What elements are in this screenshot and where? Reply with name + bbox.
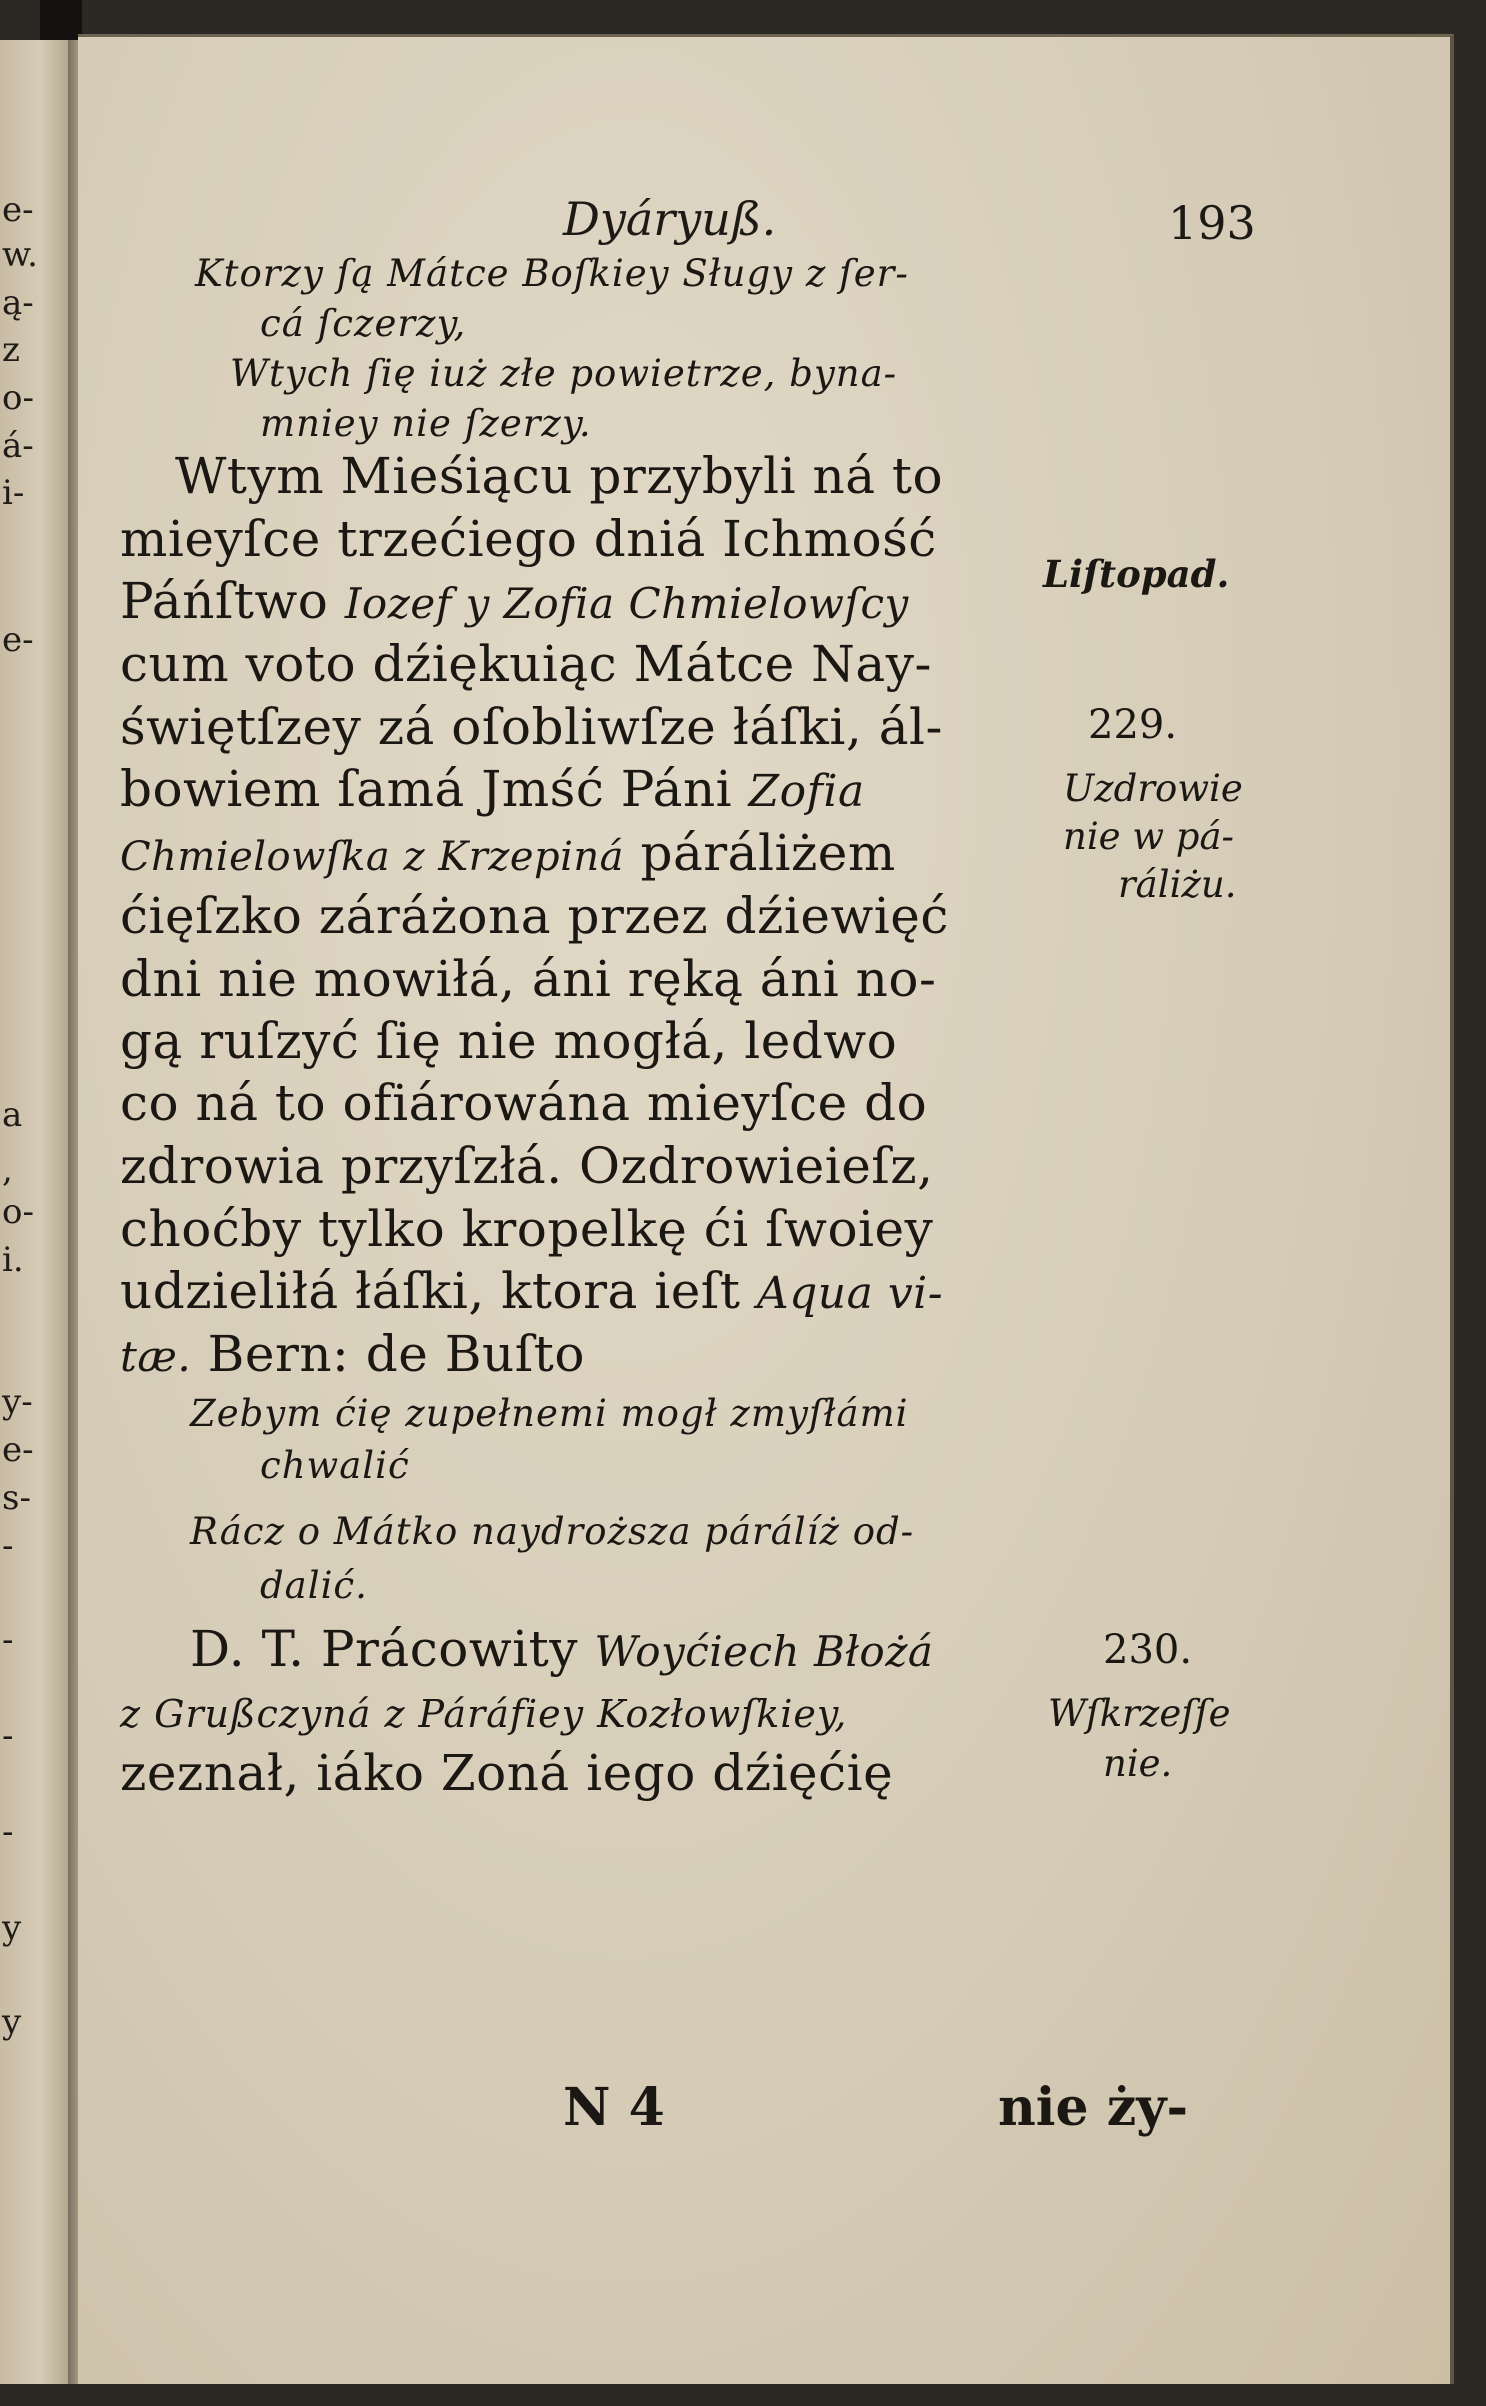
citation: Bern: de Buſto: [207, 1325, 585, 1383]
prose-text: bowiem ſamá Jmść Páni: [120, 760, 733, 818]
verse-line: z Grußczyná z Páráfiey Kozłowſkiey,: [120, 1692, 848, 1736]
adjacent-fragment: á-: [2, 426, 34, 466]
verse-line: Zebym ćię zupełnemi mogł zmyſłámi: [190, 1392, 909, 1435]
prose-line: Wtym Mieśiącu przybyli ná to: [175, 447, 944, 505]
adjacent-fragment: i-: [2, 473, 25, 513]
adjacent-fragment: o-: [2, 1192, 34, 1232]
latin-phrase: Aqua vi-: [756, 1268, 944, 1319]
margin-entry-title: nie.: [1103, 1742, 1173, 1785]
adjacent-fragment: ,: [2, 1150, 13, 1190]
adjacent-page-text: [0, 40, 68, 2406]
adjacent-fragment: -: [2, 1526, 14, 1566]
verse-line: Wtych ſię iuż złe powietrze, byna-: [230, 352, 898, 395]
prose-line: [190, 1620, 933, 1678]
adjacent-fragment: -: [2, 1620, 14, 1660]
prose-line: zeznał, iáko Zoná iego dźięćię: [120, 1744, 894, 1802]
prose-line: cum voto dźiękuiąc Mátce Nay-: [120, 635, 932, 693]
margin-entry-title: Uzdrowie: [1063, 767, 1243, 810]
margin-entry-title: ráliżu.: [1118, 863, 1237, 906]
adjacent-fragment: o-: [2, 378, 34, 418]
adjacent-fragment: y: [2, 2002, 22, 2042]
adjacent-page-edge: [0, 40, 71, 2406]
prose-line: świętſzey zá oſobliwſze łáſki, ál-: [120, 698, 943, 756]
adjacent-fragment: e-: [2, 1430, 34, 1470]
margin-month: Liſtopad.: [1043, 552, 1230, 596]
adjacent-fragment: z: [2, 330, 20, 370]
prose-line: mieyſce trzećiego dniá Ichmość: [120, 510, 937, 568]
prose-line: dni nie mowiłá, áni ręką áni no-: [120, 950, 937, 1008]
adjacent-fragment: e-: [2, 190, 34, 230]
running-head: Dyáryuß.: [563, 192, 777, 246]
prose-line: [120, 1325, 585, 1383]
adjacent-fragment: a: [2, 1095, 23, 1135]
adjacent-fragment: i.: [2, 1240, 24, 1280]
prose-text: udzieliłá łáſki, ktora ieſt: [120, 1262, 741, 1320]
page-number: 193: [1168, 196, 1256, 250]
verse-line: Ktorzy ſą Mátce Boſkiey Sługy z ſer-: [195, 252, 909, 295]
adjacent-fragment: ą-: [2, 283, 34, 323]
person-name: Woyćiech Błożá: [594, 1627, 934, 1676]
margin-entry-number: 230.: [1103, 1627, 1193, 1673]
adjacent-fragment: -: [2, 1716, 14, 1756]
margin-entry-title: Wſkrzeſſe: [1048, 1692, 1231, 1735]
prose-line: choćby tylko kropelkę ći ſwoiey: [120, 1200, 934, 1258]
adjacent-fragment: s-: [2, 1478, 31, 1518]
verse-line: dalić.: [260, 1564, 368, 1607]
verse-line: Rácz o Mátko naydroższa párálíż od-: [190, 1510, 915, 1553]
prose-line: gą ruſzyć ſię nie mogłá, ledwo: [120, 1012, 898, 1070]
adjacent-fragment: -: [2, 1812, 14, 1852]
verse-line: mniey nie ſzerzy.: [260, 402, 592, 445]
prose-line: [120, 572, 909, 630]
adjacent-fragment: y: [2, 1908, 22, 1948]
prose-line: zdrowia przyſzłá. Ozdrowieieſz,: [120, 1137, 934, 1195]
person-name: Zofia: [748, 766, 865, 817]
prose-line: ćięſzko záráżona przez dźiewięć: [120, 887, 949, 945]
margin-entry-number: 229.: [1088, 702, 1178, 748]
person-name: Chmielowſka z Krzepiná: [120, 834, 625, 880]
catchword: nie ży-: [998, 2077, 1189, 2138]
adjacent-fragment: w.: [2, 235, 38, 275]
page-footer: [78, 2077, 1450, 2147]
verse-line: chwalić: [260, 1444, 410, 1487]
adjacent-fragment: y-: [2, 1382, 33, 1422]
person-names: Iozef y Zofia Chmielowſcy: [344, 579, 909, 628]
margin-entry-title: nie w pá-: [1063, 815, 1234, 858]
latin-phrase: tæ.: [120, 1332, 192, 1381]
prose-text: páráliżem: [640, 824, 896, 882]
prose-text: Páńſtwo: [120, 572, 329, 630]
adjacent-fragment: e-: [2, 620, 34, 660]
prose-line: [120, 760, 865, 818]
signature-mark: N 4: [563, 2077, 665, 2138]
prose-text: D. T. Prácowity: [190, 1620, 578, 1678]
page-header: [78, 192, 1450, 252]
scan-border: [0, 2384, 1486, 2406]
prose-line: [120, 824, 896, 882]
prose-line: [120, 1262, 943, 1320]
verse-line: cá ſczerzy,: [260, 302, 467, 345]
book-page: [78, 34, 1454, 2387]
binding-mark: [40, 0, 82, 40]
prose-line: co ná to ofiárowána mieyſce do: [120, 1074, 928, 1132]
